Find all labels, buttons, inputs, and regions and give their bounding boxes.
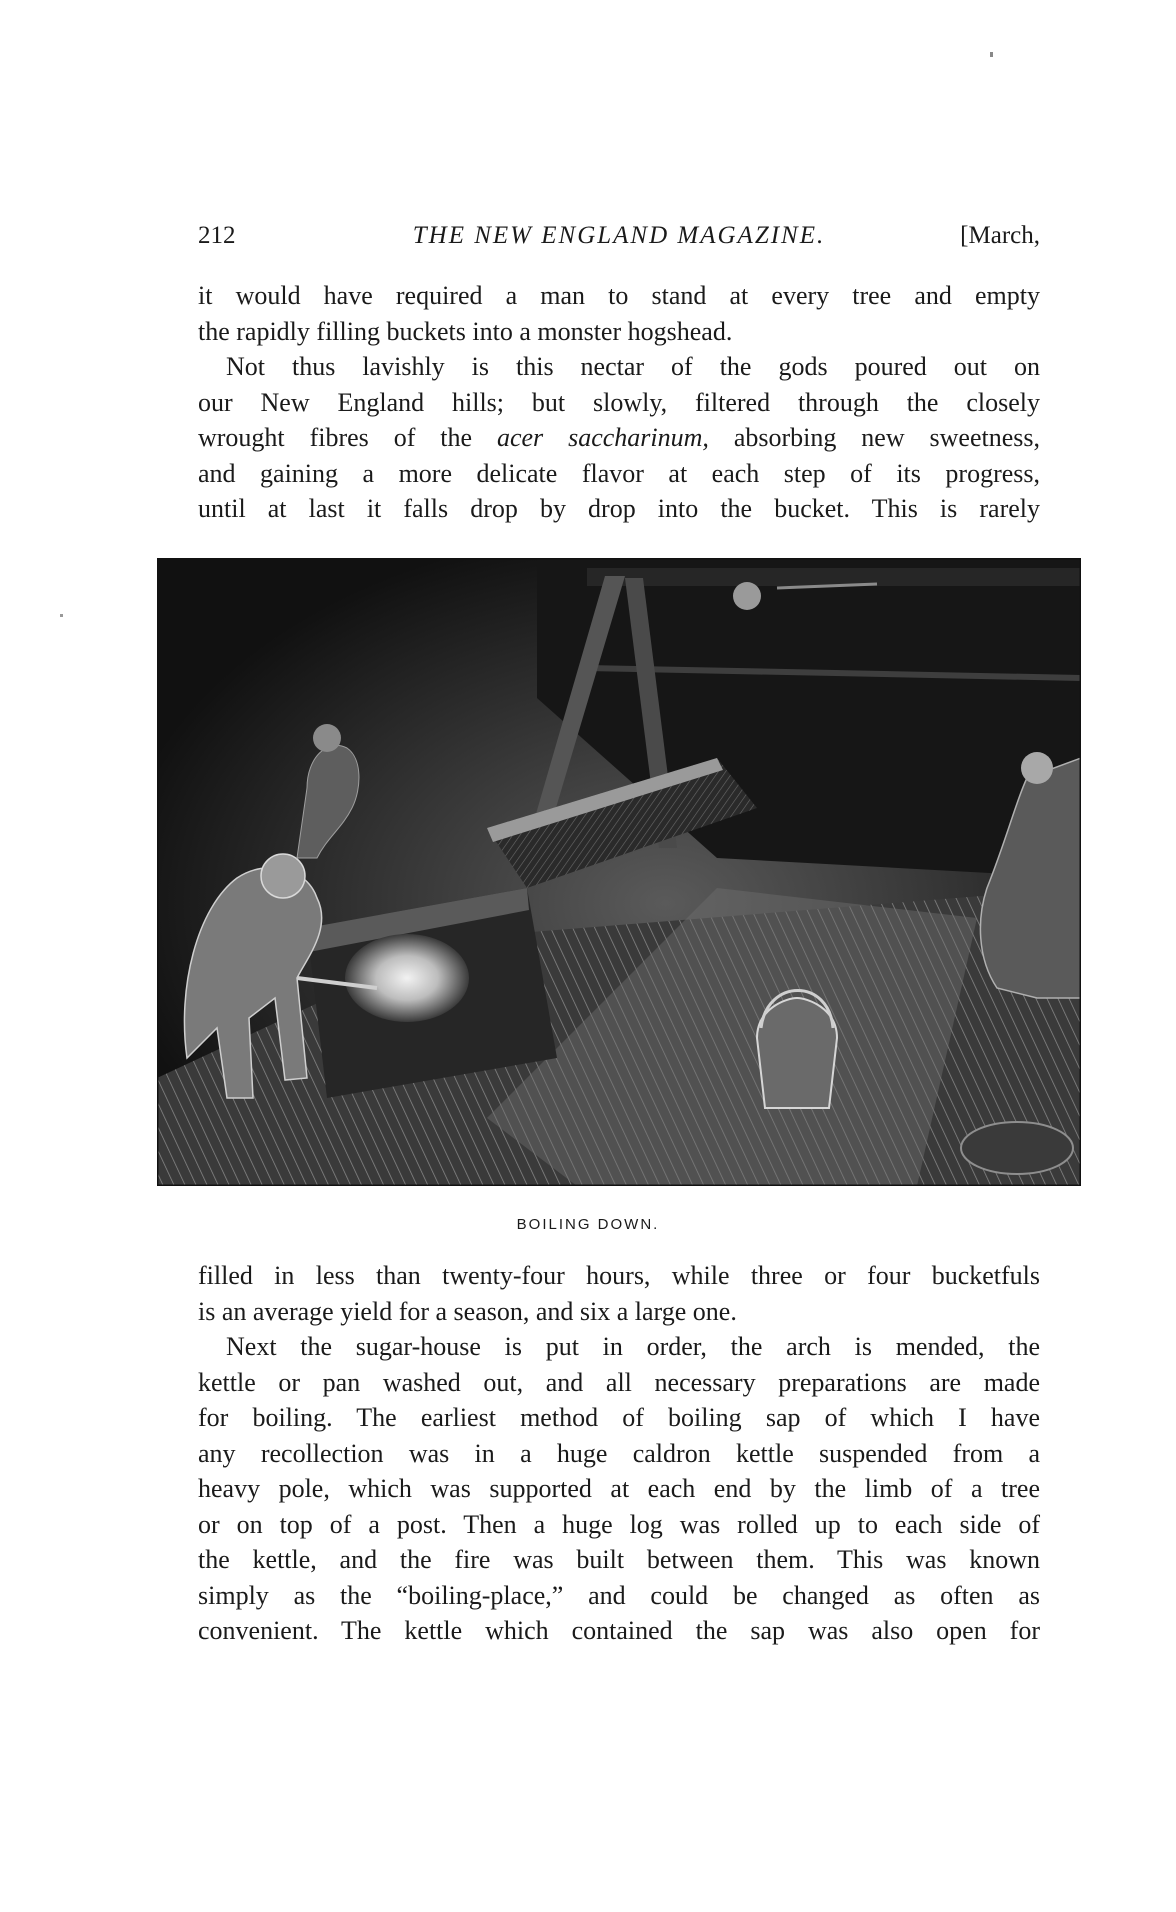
running-header xyxy=(198,222,1040,256)
seated-figure-head xyxy=(1021,752,1053,784)
figure-caption: BOILING DOWN. xyxy=(516,1216,660,1233)
text-line: convenient. The kettle which contained the sap was also open for xyxy=(198,1616,1040,1645)
text-line: it would have required a man to stand at every tree and empty xyxy=(198,281,1040,310)
text-line-with-latin-name xyxy=(198,420,1040,456)
latin-name: acer saccharinum, xyxy=(496,423,709,452)
text-line: the kettle, and the fire was built between them. This was known xyxy=(198,1545,1040,1574)
lantern xyxy=(733,582,761,610)
text-fragment: absorbing new sweetness, xyxy=(733,423,1040,452)
paragraph-top xyxy=(198,278,1040,527)
print-speck xyxy=(60,614,63,617)
man-head xyxy=(261,854,305,898)
text-line: any recollection was in a huge caldron kettle suspended from a xyxy=(198,1438,1040,1468)
text-fragment: wrought fibres of the xyxy=(198,423,473,452)
text-line: our New England hills; but slowly, filtered through the closely xyxy=(198,387,1040,417)
text-line: or on top of a post. Then a huge log was rolled up to each side of xyxy=(198,1509,1040,1539)
second-man-head xyxy=(313,724,341,752)
page-number: 212 xyxy=(198,222,236,249)
text-line: kettle or pan washed out, and all necessary preparations are made xyxy=(198,1367,1040,1397)
text-line: and gaining a more delicate flavor at each step of its progress, xyxy=(198,458,1040,488)
text-line: simply as the “boiling-place,” and could be changed as often as xyxy=(198,1580,1040,1610)
paragraph-bottom xyxy=(198,1258,1040,1649)
text-line: is an average yield for a season, and six a large one. xyxy=(198,1296,737,1326)
text-line: for boiling. The earliest method of boiling sap of which I have xyxy=(198,1403,1040,1432)
sap-bucket xyxy=(757,998,837,1108)
text-line: the rapidly filling buckets into a monster hogshead. xyxy=(198,316,733,346)
magazine-title: THE NEW ENGLAND MAGAZINE. xyxy=(412,222,826,249)
firebox-glow xyxy=(345,934,469,1022)
text-line: until at last it falls drop by drop into the bucket. This is rarely xyxy=(198,494,1040,523)
engraving-illustration xyxy=(157,558,1081,1186)
text-line: heavy pole, which was supported at each end by the limb of a tree xyxy=(198,1474,1040,1503)
text-line: Next the sugar-house is put in order, the arch is mended, the xyxy=(226,1332,1040,1361)
print-speck xyxy=(990,52,993,57)
issue-month: [March, xyxy=(960,222,1040,249)
boiling-down-engraving xyxy=(157,558,1081,1186)
kettle xyxy=(961,1122,1073,1174)
text-line: Not thus lavishly is this nectar of the gods poured out on xyxy=(226,352,1040,381)
ceiling-beam xyxy=(587,568,1081,586)
text-line: filled in less than twenty-four hours, while three or four bucketfuls xyxy=(198,1261,1040,1290)
